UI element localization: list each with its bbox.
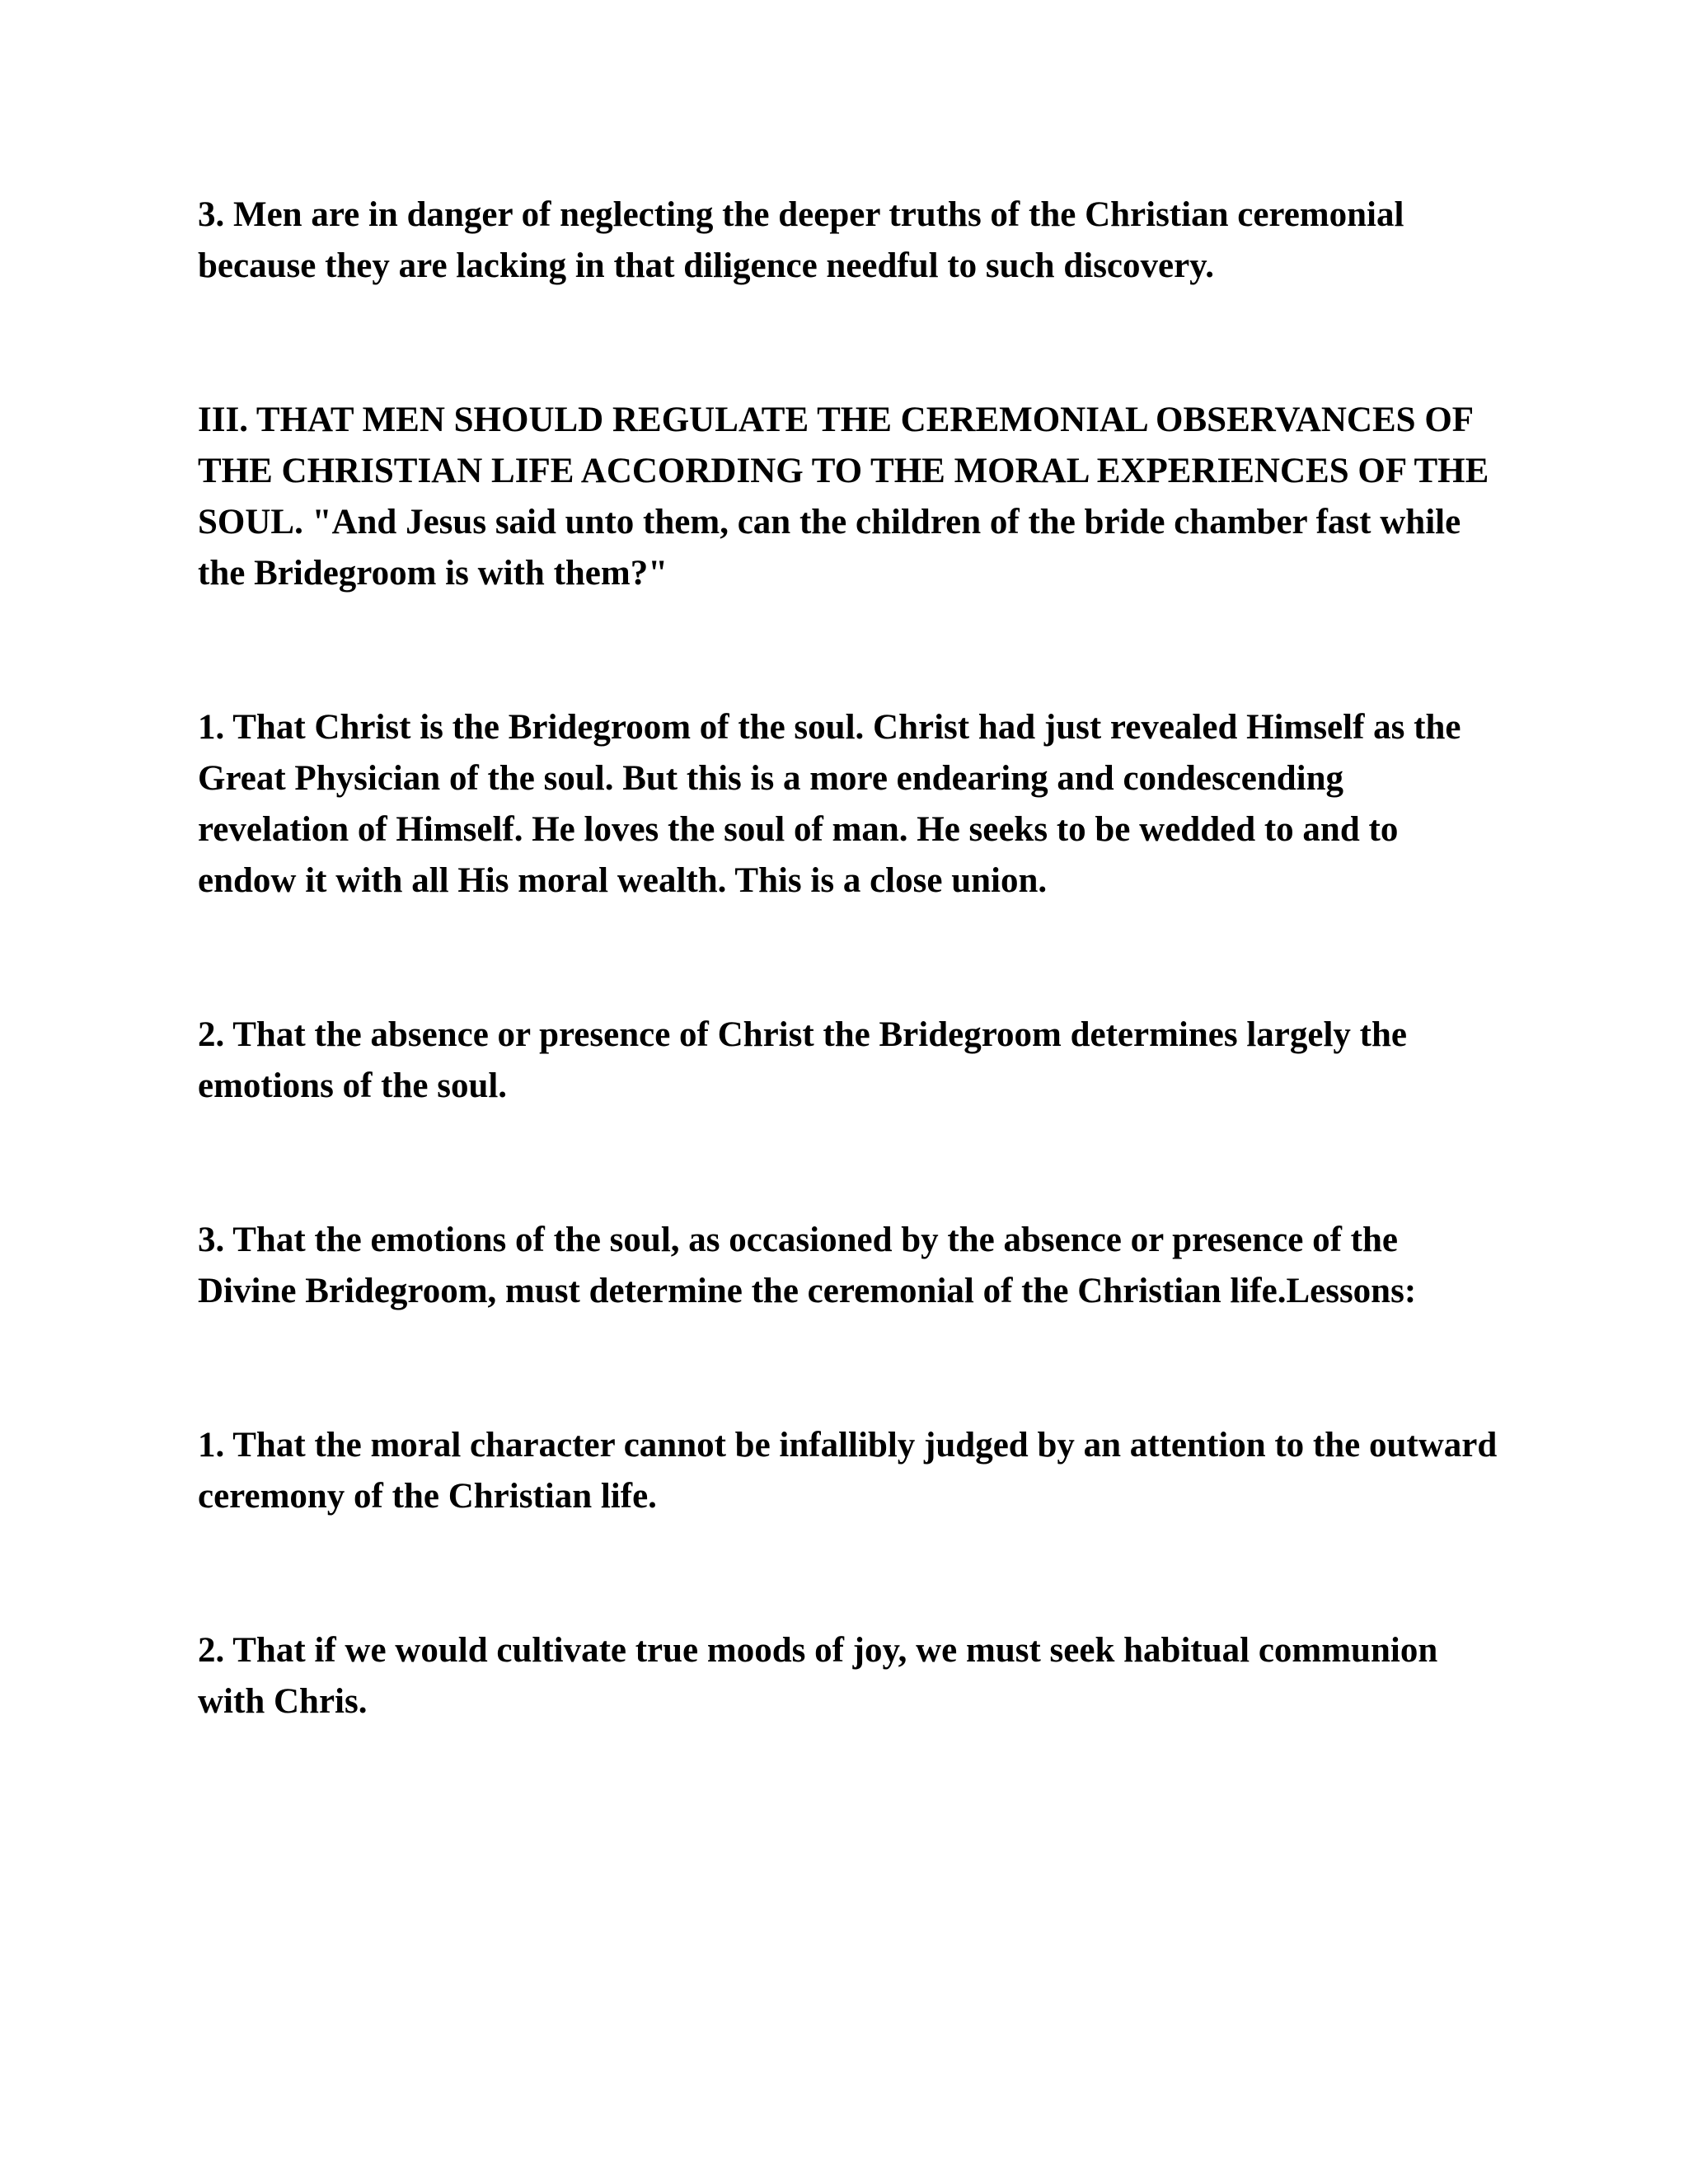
- paragraph-point-2-emotions: 2. That the absence or presence of Christ the Bridegroom determines largely the emotions of the soul.: [198, 1015, 1407, 1105]
- paragraph-lesson-2: 2. That if we would cultivate true moods of joy, we must seek habitual communion with Chris.: [198, 1631, 1438, 1721]
- paragraph-point-3-ceremonial: 3. That the emotions of the soul, as occasioned by the absence or presence of the Divine Bridegroom, must determine the ceremonial of the Christian life.Lessons:: [198, 1221, 1417, 1310]
- paragraph-section-iii: III. THAT MEN SHOULD REGULATE THE CEREMONIAL OBSERVANCES OF THE CHRISTIAN LIFE ACCORDING TO THE MORAL EXPERIENCES OF THE SOUL. "And Jesus said unto them, can the children of the bride chamber fast while the Bridegroom is with them?": [198, 401, 1489, 593]
- paragraph-point-1-bridegroom: 1. That Christ is the Bridegroom of the soul. Christ had just revealed Himself as the Great Physician of the soul. But this is a more endearing and condescending revelation of Himself. He loves the soul of man. He seeks to be wedded to and to endow it with all His moral wealth. This is a close union.: [198, 708, 1461, 900]
- paragraph-lesson-1: 1. That the moral character cannot be infallibly judged by an attention to the outward ceremony of the Christian life.: [198, 1426, 1498, 1516]
- paragraph-point-3-diligence: 3. Men are in danger of neglecting the deeper truths of the Christian ceremonial because they are lacking in that diligence needful to such discovery.: [198, 195, 1404, 285]
- document-body: [198, 190, 1500, 1727]
